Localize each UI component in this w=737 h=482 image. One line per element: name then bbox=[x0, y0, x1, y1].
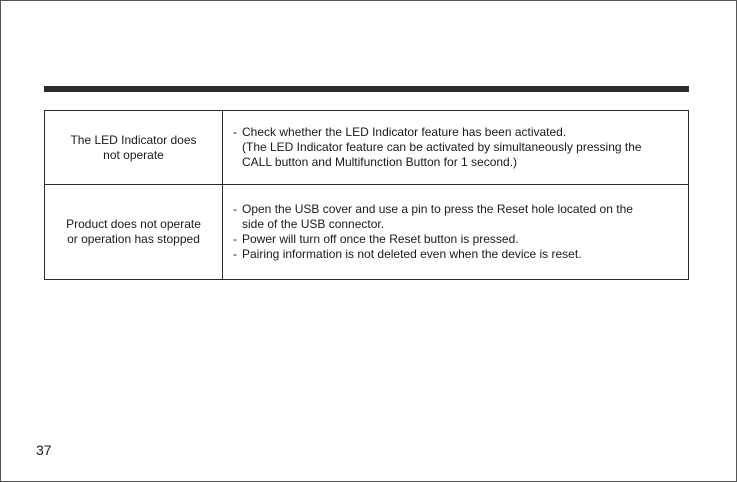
solution-text bbox=[242, 125, 642, 170]
solution-text bbox=[242, 202, 633, 232]
symptom-cell bbox=[45, 185, 223, 280]
solution-cell bbox=[223, 185, 689, 280]
bullet-dash: - bbox=[233, 202, 237, 216]
solution-text bbox=[242, 247, 582, 262]
solution-item bbox=[233, 202, 680, 232]
solution-list bbox=[233, 202, 680, 262]
solution-line: Open the USB cover and use a pin to press the Reset hole located on the bbox=[242, 202, 633, 216]
table-row bbox=[45, 185, 689, 280]
solution-text bbox=[242, 232, 519, 247]
header-rule bbox=[44, 86, 689, 92]
symptom-line: Product does not operate bbox=[66, 217, 201, 231]
symptom-line: The LED Indicator does bbox=[70, 132, 197, 147]
bullet-dash: - bbox=[233, 247, 237, 261]
symptom-cell bbox=[45, 111, 223, 185]
table-row bbox=[45, 111, 689, 185]
bullet-dash: - bbox=[233, 232, 237, 246]
solution-line: (The LED Indicator feature can be activated by simultaneously pressing the bbox=[242, 140, 642, 154]
page-number: 37 bbox=[36, 442, 52, 458]
solution-line: side of the USB connector. bbox=[242, 217, 385, 231]
solution-list bbox=[233, 125, 680, 170]
solution-line: Check whether the LED Indicator feature has been activated. bbox=[242, 125, 567, 139]
troubleshooting-table bbox=[44, 110, 689, 280]
solution-item bbox=[233, 232, 680, 247]
solution-item bbox=[233, 247, 680, 262]
symptom-line: not operate bbox=[103, 147, 164, 162]
solution-line: Power will turn off once the Reset button is pressed. bbox=[242, 232, 519, 246]
solution-cell bbox=[223, 111, 689, 185]
solution-line: Pairing information is not deleted even when the device is reset. bbox=[242, 247, 582, 261]
solution-item bbox=[233, 125, 680, 170]
bullet-dash: - bbox=[233, 125, 237, 139]
solution-line: CALL button and Multifunction Button for 1 second.) bbox=[242, 155, 518, 169]
symptom-line: or operation has stopped bbox=[67, 232, 200, 246]
